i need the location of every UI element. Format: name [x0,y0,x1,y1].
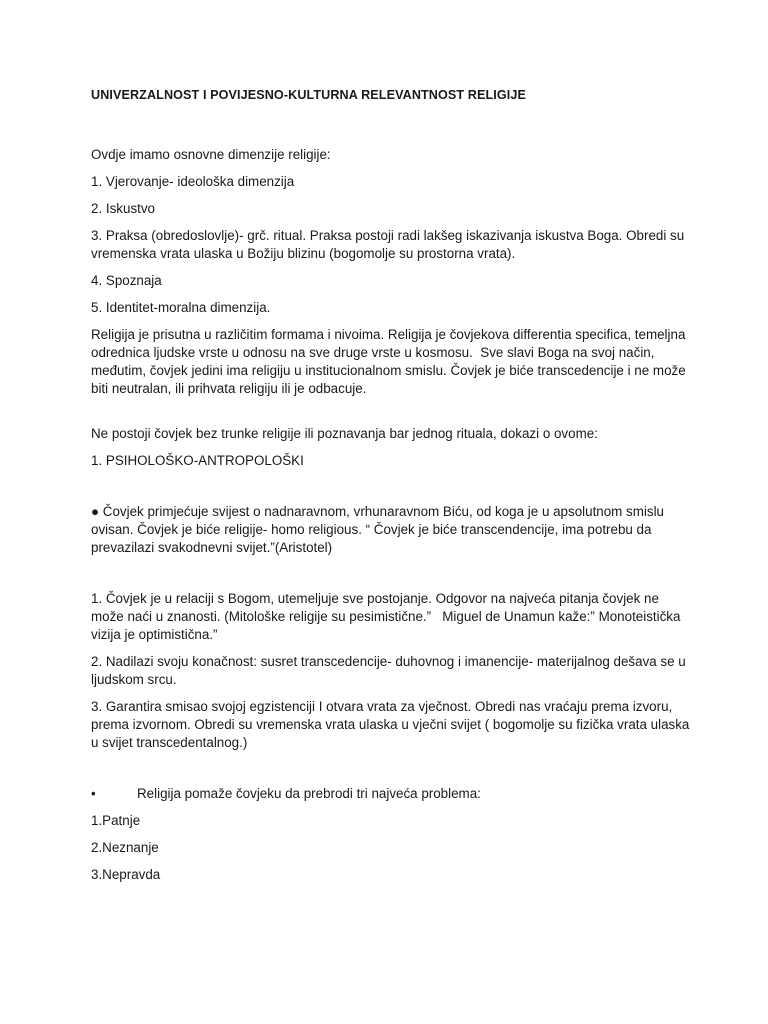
problem-item-3: 3.Nepravda [91,867,161,882]
dimension-item-4: 4. Spoznaja [91,273,162,288]
religion-paragraph: Religija je prisutna u različitim formama i nivoima. Religija je čovjekova differentia specifica, temeljna odrednica ljudske vrste u odnosu na sve druge vrste u kosmosu. Sve slavi Boga na svoj način, međutim, čovjek jedini ima religiju u institucionalnom smislu. Čovjek je biće transcedencije i ne može biti neutralan, ili prihvata religiju ili je odbacuje. [91,327,690,396]
problem-item-1: 1.Patnje [91,813,141,828]
document-title: UNIVERZALNOST I POVIJESNO-KULTURNA RELEVANTNOST RELIGIJE [91,88,526,102]
problems-intro-text: Religija pomaže čovjeku da prebrodi tri najveća problema: [137,786,481,801]
intro-paragraph: Ovdje imamo osnovne dimenzije religije: [91,147,331,162]
point-item-1: 1. Čovjek je u relaciji s Bogom, utemeljuje sve postojanje. Odgovor na najveća pitanja čovjek ne može naći u znanosti. (Mitološke religije su pesimistične.” Miguel de Unamun kaže:” Monoteistička vizija je optimistična.” [91,591,685,642]
point-item-2: 2. Nadilazi svoju konačnost: susret transcedencije- duhovnog i imanencije- materijalnog dešava se u ljudskom srcu. [91,654,690,687]
dimension-item-3: 3. Praksa (obredoslovlje)- grč. ritual. Praksa postoji radi lakšeg iskazivanja iskustva Boga. Obredi su vremenska vrata ulaska u Božiju blizinu (bogomolje su prostorna vrata). [91,228,688,261]
document-page [91,86,694,884]
problems-bullet-row [91,785,691,803]
evidence-intro-paragraph: Ne postoji čovjek bez trunke religije ili poznavanja bar jednog rituala, dokazi o ovome: [91,426,598,441]
dimension-item-5: 5. Identitet-moralna dimenzija. [91,300,271,315]
problem-item-2: 2.Neznanje [91,840,159,855]
dimension-item-1: 1. Vjerovanje- ideološka dimenzija [91,174,295,189]
point-item-3: 3. Garantira smisao svojoj egzistenciji I otvara vrata za vječnost. Obredi nas vraćaju prema izvoru, prema izvornom. Obredi su vremenska vrata ulaska u vječni svijet ( bogomolje su fizička vrata ulaska u svijet transcedentalnog.) [91,699,694,750]
bullet-paragraph: ● Čovjek primjećuje svijest o nadnaravnom, vrhunaravnom Biću, od koga je u apsolutnom smislu ovisan. Čovjek je biće religije- homo religious. “ Čovjek je biće transcendencije, ima potrebu da prevazilazi svakodnevni svijet.”(Aristotel) [91,504,668,555]
bullet-mark: • [91,786,96,801]
section-heading-1: 1. PSIHOLOŠKO-ANTROPOLOŠKI [91,453,304,468]
dimension-item-2: 2. Iskustvo [91,201,156,216]
